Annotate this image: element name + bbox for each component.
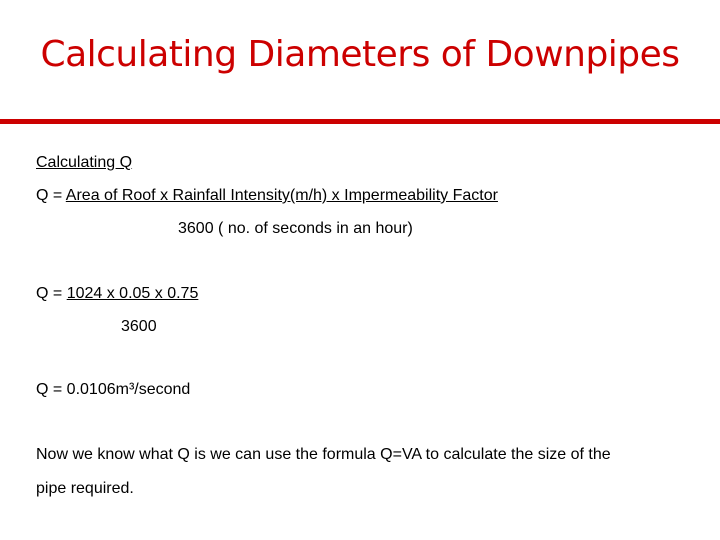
formula-values-denominator: 3600 — [121, 318, 157, 335]
result-line: Q = 0.0106m³/second — [36, 381, 191, 398]
section-heading: Calculating Q — [36, 154, 133, 171]
title-divider — [0, 119, 720, 124]
conclusion-line-1: Now we know what Q is we can use the formula Q=VA to calculate the size of the — [36, 446, 611, 463]
formula-general-numerator-line — [36, 187, 498, 205]
formula-values-numerator: 1024 x 0.05 x 0.75 — [66, 285, 199, 302]
slide-title: Calculating Diameters of Downpipes — [40, 34, 680, 75]
formula-values-numerator-line — [36, 285, 198, 303]
formula-values-prefix: Q = — [36, 285, 67, 302]
formula-general-denominator: 3600 ( no. of seconds in an hour) — [178, 220, 413, 237]
formula-general-prefix: Q = — [36, 187, 66, 204]
conclusion-line-2: pipe required. — [36, 480, 134, 497]
formula-general-numerator: Area of Roof x Rainfall Intensity(m/h) x Impermeability Factor — [65, 187, 498, 204]
